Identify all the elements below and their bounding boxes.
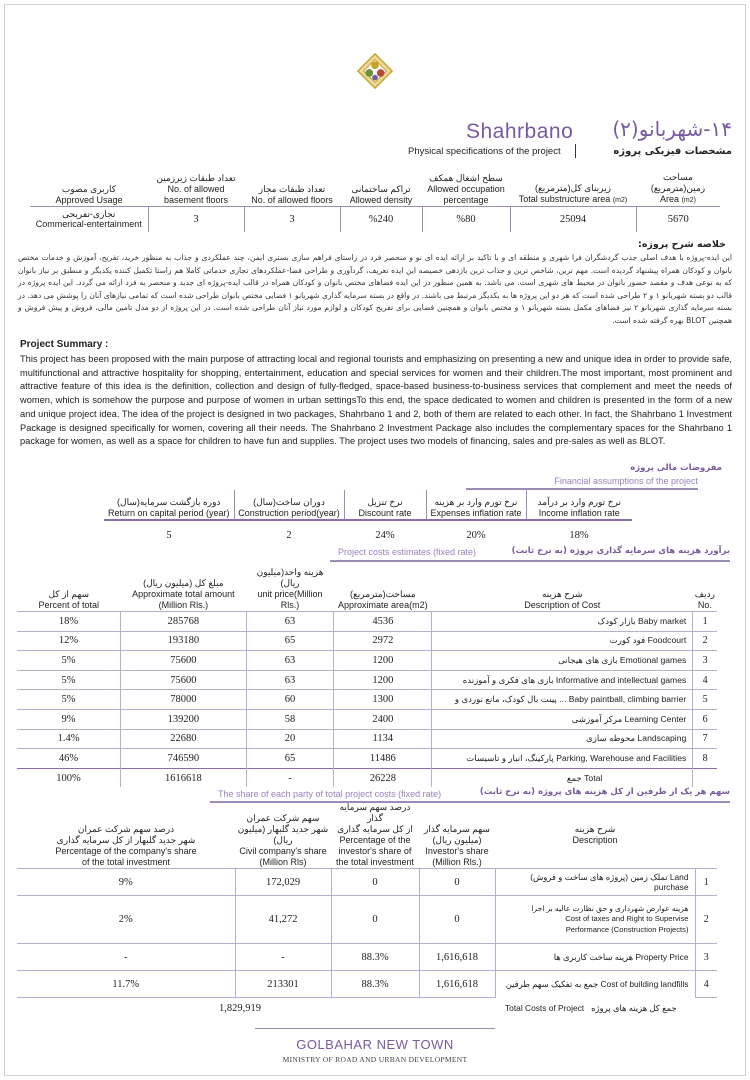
cost-amount: 78000 bbox=[121, 690, 247, 710]
header-substructure-area: زیربنای کل(مترمربع) Total substructure area (m2) bbox=[518, 182, 628, 204]
summary-text-fa: این ایده-پروژه با هدف اصلی جذب گردشگران فرا شهری و منطقه ای و با تاکید بر ارائه ایده ای نو و منحصر فرد در راستای فراهم سازی بستری ایمن، چند عملکردی و جذاب به منظور خرید، تفریح، آموزش و خدمات مختص بانوان و کودکان همراه پیشنهاد گردیده است. مهم ترین، شاخص ترین و جذاب ترین بازدهی خصیصه این ایده تعریف، گردآوری و طراحی فضا-عملکردهای تجاری خدماتی کاملا هم راستا تکمیل کننده یکدیگر و منطبق بر نیاز بانوان که به نوعی هدف و مقصد حضور بانوان در محیط های شهری است. می باشد. به همین منظور در این ایده فضاهای مختص بانوان و کودکان همراه در قالب ایده-پروژه ای جدید و منحصر به فرد ارائه می گردد. این ایده پروژه در قالب دو بسته شهربانو ۱ و ۲ طراحی شده است که هر دو این پروژه ها به یکدیگر مرتبط می باشند. در واقع در بسته سرمایه گذاری شهربانو ۱ فضایی مختص بانوان طراحی شده است که تمامی نیازهای آنان را پوشش می دهد. در بسته سرمایه گذاری شهربانو ۲ نیز فضاهای مکمل بسته شهربانو ۱ و مختص بانوان و همچنین فضایی برای تفریح کودکان و لوازم مورد نیاز آنان طراحی شده است. در این پروژه از دو مدل تامین مالی، فروش و پیش فروش و همچنین BLOT بهره گرفته شده است. bbox=[18, 253, 732, 325]
cost-area: 1300 bbox=[334, 690, 432, 710]
summary-text-en: This project has been proposed with the main purpose of attracting local and regional tourists and emphasizing on presenting a new and unique idea in order to provide safe, multifunctional and attractive hospitality for shopping, entertainment, education and special services for women and their children.The most important, most prominent and attractive feature of this idea is the definition, collection and design of fully-fledged, space-based business-to-business services that complement and meet the needs of women, which is somehow the purpose and purpose of women in urban settingsTo this end, the space dedicated to women and children is presented in the form of a new and unique project idea. The idea of the project is designed in two packages, Shahrbano 1 and 2, both of them are related to each other. In fact, the Shahrbano 1 Investment Package is designed specifically for women, covering all their needs. The Shahrbano 2 Investment Package also includes the complementary spaces for the Shahrbano 1 package for women, as well as a space for children to have fun and supplies. The project uses two models of financing, sales and pre-sales as well as BLOT. bbox=[20, 354, 732, 447]
cost-unit-price: 63 bbox=[246, 612, 334, 632]
header-allowed-density: تراکم ساختمانی Allowed density bbox=[349, 183, 413, 205]
header-investor-share: سهم سرمایه گذار (میلیون ریال) Investor's share (Million Rls.) bbox=[424, 824, 490, 867]
total-percent: 100% bbox=[17, 768, 121, 787]
cost-amount: 193180 bbox=[121, 631, 247, 651]
header-basement-floors: تعداد طبقات زیرزمین No. of allowed basement floors bbox=[156, 172, 236, 205]
header-income-inflation: نرخ تورم وارد بر درآمد Income inflation rate bbox=[526, 490, 632, 520]
value-usage: تجاری-تفریحی Commerical-entertainment bbox=[30, 206, 148, 232]
specs-header-row bbox=[30, 150, 720, 206]
share-row-no: 2 bbox=[695, 896, 717, 944]
share-investor-pct: 0 bbox=[331, 869, 419, 896]
header-shares-description: شرح هزینه Description bbox=[572, 824, 618, 845]
header-construction-period: دوران ساخت(سال) Construction period(year) bbox=[234, 490, 344, 520]
share-company-pct: - bbox=[17, 944, 235, 971]
header-company-share: سهم شرکت عمران شهر جدید گلبهار (میلیون ریال) Civil company's share (Million Rls) bbox=[237, 813, 329, 867]
cost-row bbox=[17, 709, 717, 729]
cost-unit-price: 65 bbox=[246, 631, 334, 651]
share-company: - bbox=[235, 944, 331, 971]
cost-row-no: 8 bbox=[693, 749, 717, 769]
total-amount: 1616618 bbox=[121, 768, 247, 787]
share-row bbox=[17, 971, 717, 998]
cost-row-no: 7 bbox=[693, 729, 717, 749]
cost-row bbox=[17, 651, 717, 671]
header-total-amount: مبلغ کل (میلیون ریال) Approximate total amount (Million Rls.) bbox=[132, 578, 235, 610]
costs-title-fa: برآورد هزینه های سرمایه گذاری پروژه (به نرخ ثابت) bbox=[511, 546, 730, 556]
cost-area: 2400 bbox=[334, 709, 432, 729]
subtitle-en: Physical specifications of the project bbox=[408, 146, 561, 157]
financial-header-row bbox=[104, 490, 632, 520]
shares-header-row bbox=[17, 802, 717, 869]
cost-percent: 12% bbox=[17, 631, 121, 651]
cost-amount: 75600 bbox=[121, 651, 247, 671]
header-company-pct: درصد سهم شرکت عمران شهر جدید گلبهار از کل سرمایه گذاری Percentage of the company's share of the total investment bbox=[55, 824, 197, 867]
header-approx-area: مساحت(مترمربع) Approximate area(m2) bbox=[338, 589, 428, 610]
header-description: شرح هزینه Description of Cost bbox=[524, 589, 601, 610]
cost-area: 4536 bbox=[334, 612, 432, 632]
financial-assumptions-table bbox=[104, 490, 632, 550]
shares-total-blank bbox=[419, 998, 495, 1020]
cost-unit-price: 20 bbox=[246, 729, 334, 749]
cost-percent: 1.4% bbox=[17, 729, 121, 749]
share-company: 172,029 bbox=[235, 869, 331, 896]
value-substructure: 25094 bbox=[510, 206, 636, 232]
cost-area: 1200 bbox=[334, 651, 432, 671]
cost-row-no: 2 bbox=[693, 631, 717, 651]
cost-unit-price: 65 bbox=[246, 749, 334, 769]
share-investor-pct: 88.3% bbox=[331, 971, 419, 998]
value-floors: 3 bbox=[244, 206, 340, 232]
share-investor: 1,616,618 bbox=[419, 971, 495, 998]
costs-title-underline bbox=[330, 560, 730, 562]
share-row bbox=[17, 896, 717, 944]
header-shares-no bbox=[695, 802, 717, 869]
value-density: %240 bbox=[340, 206, 422, 232]
cost-row bbox=[17, 631, 717, 651]
header-discount-rate: نرخ تنزیل Discount rate bbox=[344, 490, 426, 520]
cost-area: 2972 bbox=[334, 631, 432, 651]
cost-row-no: 5 bbox=[693, 690, 717, 710]
value-occupation: %80 bbox=[422, 206, 510, 232]
share-investor: 1,616,618 bbox=[419, 944, 495, 971]
cost-percent: 5% bbox=[17, 670, 121, 690]
cost-percent: 18% bbox=[17, 612, 121, 632]
summary-heading-fa: خلاصه شرح پروژه: bbox=[638, 239, 726, 250]
cost-description: محوطه سازی Landscaping bbox=[432, 729, 693, 749]
financial-title-en: Financial assumptions of the project bbox=[554, 476, 698, 486]
share-description: تملک زمین (پروژه های ساخت و فروش) Land purchase bbox=[495, 869, 695, 896]
value-return-period: 5 bbox=[166, 530, 172, 541]
value-construction-period: 2 bbox=[286, 530, 292, 541]
specs-value-row bbox=[30, 206, 720, 232]
cost-description: مرکز آموزشی Learning Center bbox=[432, 709, 693, 729]
financial-title-fa: مفروضات مالی پروژه bbox=[630, 463, 722, 473]
cost-amount: 75600 bbox=[121, 670, 247, 690]
cost-total-row bbox=[17, 768, 717, 787]
cost-description: فود کورت Foodcourt bbox=[432, 631, 693, 651]
footer-ministry: MINISTRY OF ROAD AND URBAN DEVELOPMENT bbox=[282, 1055, 468, 1064]
share-row-no: 1 bbox=[695, 869, 717, 896]
golbahar-logo-icon bbox=[356, 52, 394, 90]
cost-percent: 5% bbox=[17, 690, 121, 710]
share-company-pct: 9% bbox=[17, 869, 235, 896]
header-row-no: ردیف No. bbox=[694, 589, 715, 610]
shares-total-no bbox=[695, 998, 717, 1020]
cost-amount: 22680 bbox=[121, 729, 247, 749]
shares-total-label: Total Costs of Project جمع کل هزینه های پروژه bbox=[505, 1003, 677, 1014]
header-return-period: دوره بازگشت سرمایه(سال) Return on capital period (year) bbox=[104, 490, 234, 520]
cost-area: 1200 bbox=[334, 670, 432, 690]
cost-row bbox=[17, 729, 717, 749]
cost-description: بازی های هیجانی Emotional games bbox=[432, 651, 693, 671]
cost-percent: 5% bbox=[17, 651, 121, 671]
shares-total-blank bbox=[331, 998, 419, 1020]
share-company: 41,272 bbox=[235, 896, 331, 944]
footer-divider bbox=[255, 1028, 495, 1029]
project-costs-table bbox=[17, 567, 717, 787]
shares-title-en: The share of each party of total project costs (fixed rate) bbox=[218, 789, 442, 799]
cost-description: بازی های فکری و آموزنده Informative and intellectual games bbox=[432, 670, 693, 690]
shares-total-value: 1,829,919 bbox=[17, 998, 331, 1020]
cost-row-no: 3 bbox=[693, 651, 717, 671]
total-area: 26228 bbox=[334, 768, 432, 787]
cost-row bbox=[17, 690, 717, 710]
header-percent-total: سهم از کل Percent of total bbox=[38, 589, 100, 610]
cost-percent: 9% bbox=[17, 709, 121, 729]
cost-row bbox=[17, 749, 717, 769]
value-discount-rate: 24% bbox=[375, 530, 395, 541]
share-description: هزینه عوارض شهرداری و حق نظارت عالیه بر اجرا Cost of taxes and Right to Supervise Performance (Construction Projects) bbox=[495, 896, 695, 944]
summary-heading-en: Project Summary : bbox=[20, 339, 109, 350]
value-area: 5670 bbox=[636, 206, 720, 232]
share-company: 213301 bbox=[235, 971, 331, 998]
cost-unit-price: 63 bbox=[246, 651, 334, 671]
page-title-fa: ۱۴-شهربانو(۲) bbox=[612, 117, 732, 141]
cost-description: پینت بال کودک، مانع نوردی و ... Baby paintball, climbing barrier bbox=[432, 690, 693, 710]
share-investor: 0 bbox=[419, 896, 495, 944]
page-title-en: Shahrbano bbox=[466, 120, 574, 143]
share-row-no: 4 bbox=[695, 971, 717, 998]
cost-row bbox=[17, 670, 717, 690]
share-description: هزینه ساخت کاربری ها Property Price bbox=[495, 944, 695, 971]
value-basement: 3 bbox=[148, 206, 244, 232]
share-row-no: 3 bbox=[695, 944, 717, 971]
cost-description: بازار کودک Baby market bbox=[432, 612, 693, 632]
value-income-inflation: 18% bbox=[569, 530, 589, 541]
total-row-no bbox=[693, 768, 717, 787]
cost-amount: 285768 bbox=[121, 612, 247, 632]
cost-row bbox=[17, 612, 717, 632]
shares-total-row bbox=[17, 998, 717, 1020]
cost-shares-table bbox=[17, 802, 717, 1020]
share-investor: 0 bbox=[419, 869, 495, 896]
cost-percent: 46% bbox=[17, 749, 121, 769]
cost-row-no: 1 bbox=[693, 612, 717, 632]
cost-area: 11486 bbox=[334, 749, 432, 769]
cost-area: 1134 bbox=[334, 729, 432, 749]
share-row bbox=[17, 869, 717, 896]
share-row bbox=[17, 944, 717, 971]
cost-unit-price: 63 bbox=[246, 670, 334, 690]
header-occupation: سطح اشغال همکف Allowed occupation percentage bbox=[427, 172, 505, 205]
costs-header-row bbox=[17, 567, 717, 612]
cost-description: پارکینگ، انبار و تاسیسات Parking, Warehouse and Facilities bbox=[432, 749, 693, 769]
cost-unit-price: 60 bbox=[246, 690, 334, 710]
cost-amount: 746590 bbox=[121, 749, 247, 769]
footer-org: GOLBAHAR NEW TOWN bbox=[296, 1037, 454, 1052]
cost-row-no: 4 bbox=[693, 670, 717, 690]
physical-specs-table bbox=[30, 150, 720, 232]
header-unit-price: هزینه واحد(میلیون ریال) unit price(Million Rls.) bbox=[256, 567, 324, 610]
cost-amount: 139200 bbox=[121, 709, 247, 729]
subtitle-fa: مشخصات فیزیکی پروژه bbox=[613, 146, 732, 157]
share-company-pct: 11.7% bbox=[17, 971, 235, 998]
share-investor-pct: 88.3% bbox=[331, 944, 419, 971]
costs-title-en: Project costs estimates (fixed rate) bbox=[338, 547, 477, 557]
header-approved-usage: کاربری مصوب Approved Usage bbox=[55, 183, 123, 205]
cost-row-no: 6 bbox=[693, 709, 717, 729]
total-label: جمع Total bbox=[432, 768, 693, 787]
share-investor-pct: 0 bbox=[331, 896, 419, 944]
total-unit-price: - bbox=[246, 768, 334, 787]
header-allowed-floors: تعداد طبقات مجاز No. of allowed floors bbox=[251, 183, 333, 205]
header-area: مساحت زمین(مترمربع) Area (m2) bbox=[650, 171, 706, 204]
shares-title-fa: سهم هر یک از طرفین از کل هزینه های پروژه (به نرخ ثابت) bbox=[479, 787, 730, 797]
share-description: جمع به تفکیک سهم طرفین Cost of building landfills bbox=[495, 971, 695, 998]
value-expenses-inflation: 20% bbox=[466, 530, 486, 541]
cost-unit-price: 58 bbox=[246, 709, 334, 729]
header-expenses-inflation: نرخ تورم وارد بر هزینه Expenses inflation rate bbox=[426, 490, 526, 520]
header-investor-pct: درصد سهم سرمایه گذار از کل سرمایه گذاری Percentage of the investor's share of the total investment bbox=[335, 802, 415, 867]
share-company-pct: 2% bbox=[17, 896, 235, 944]
